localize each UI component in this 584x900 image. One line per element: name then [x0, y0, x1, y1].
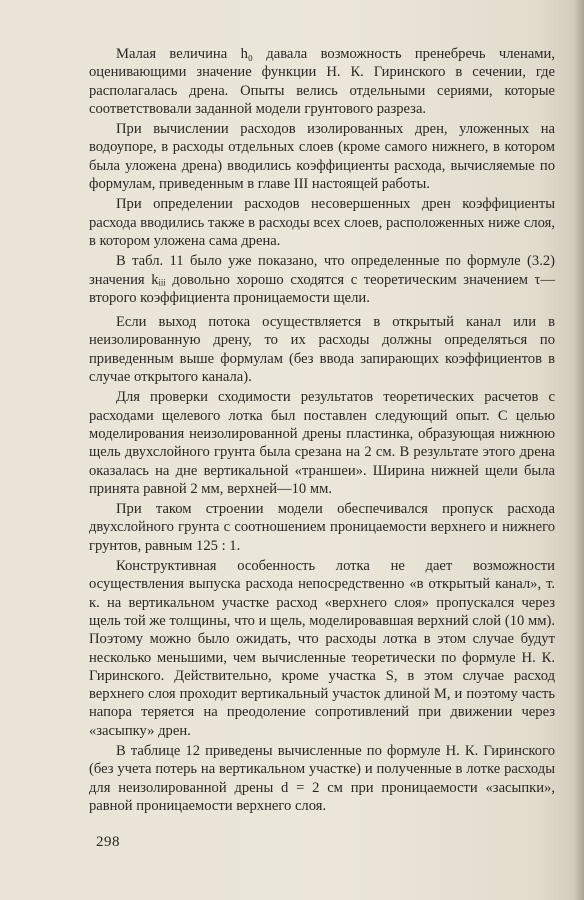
- paragraph: При вычислении расходов изолированных дрен, уложенных на водоупоре, в расходы отдельных слоев (кроме самого нижнего, в котором была уложена дрена) вводились коэффициенты расхода, вычисляемые по формулам, приведенным в главе III настоящей работы.: [89, 121, 555, 193]
- paragraph: Малая величина h₀ давала возможность пренебречь членами, оценивающими значение функции Н. К. Гиринского в сечении, где располагалась дрена. Опыты велись отдельными сериями, которые соответствовали заданной модели грунтового разреза.: [89, 46, 555, 117]
- paragraph: В таблице 12 приведены вычисленные по формуле Н. К. Гиринского (без учета потерь на вертикальном участке) и полученные в лотке расходы для неизолированной дрены d = 2 см при проницаемости «засыпки», равной проницаемости верхнего слоя.: [89, 742, 555, 814]
- paragraph: При таком строении модели обеспечивался пропуск расхода двухслойного грунта с соотношением проницаемости верхнего и нижнего грунтов, равным 125 : 1.: [89, 501, 555, 554]
- paragraph: Конструктивная особенность лотка не дает возможности осуществления выпуска расхода непосредственно «в открытый канал», т. к. на вертикальном участке расход «верхнего слоя» пропускался через щель той же толщины, что и щель, моделировавшая верхний слой (10 мм). Поэтому можно было ожидать, что расходы лотка в этом случае будут несколько меньшими, чем вычисленные теоретически по формуле Н. К. Гиринского. Действительно, кроме участка S, в этом случае расход верхнего слоя проходит вертикальный участок длиной M, и поэтому часть напора теряется на преодоление сопротивлений при движении через «засыпку» дрен.: [89, 558, 555, 739]
- paragraph: Для проверки сходимости результатов теоретических расчетов с расходами щелевого лотка был поставлен следующий опыт. С целью моделирования неизолированной дрены пластинка, образующая нижнюю щель двухслойного грунта была срезана на 2 см. В результате этого дрена оказалась на дне вертикальной «траншеи». Ширина нижней щели была принята равной 2 мм, верхней—10 мм.: [89, 389, 555, 497]
- body-text: [89, 45, 555, 817]
- page-number: 298: [96, 834, 120, 850]
- paragraph: Если выход потока осуществляется в открытый канал или в неизолированную дрену, то их расходы должны определяться по приведенным выше формулам (без ввода запирающих коэффициентов в случае открытого канала).: [89, 314, 555, 386]
- paragraph: В табл. 11 было уже показано, что определенные по формуле (3.2) значения kᵢᵢᵢ довольно хорошо сходятся с теоретическим значением τ—второго коэффициента проницаемости щели.: [89, 253, 555, 306]
- paragraph: При определении расходов несовершенных дрен коэффициенты расхода вводились также в расходы всех слоев, расположенных ниже слоя, в котором уложена сама дрена.: [89, 196, 555, 249]
